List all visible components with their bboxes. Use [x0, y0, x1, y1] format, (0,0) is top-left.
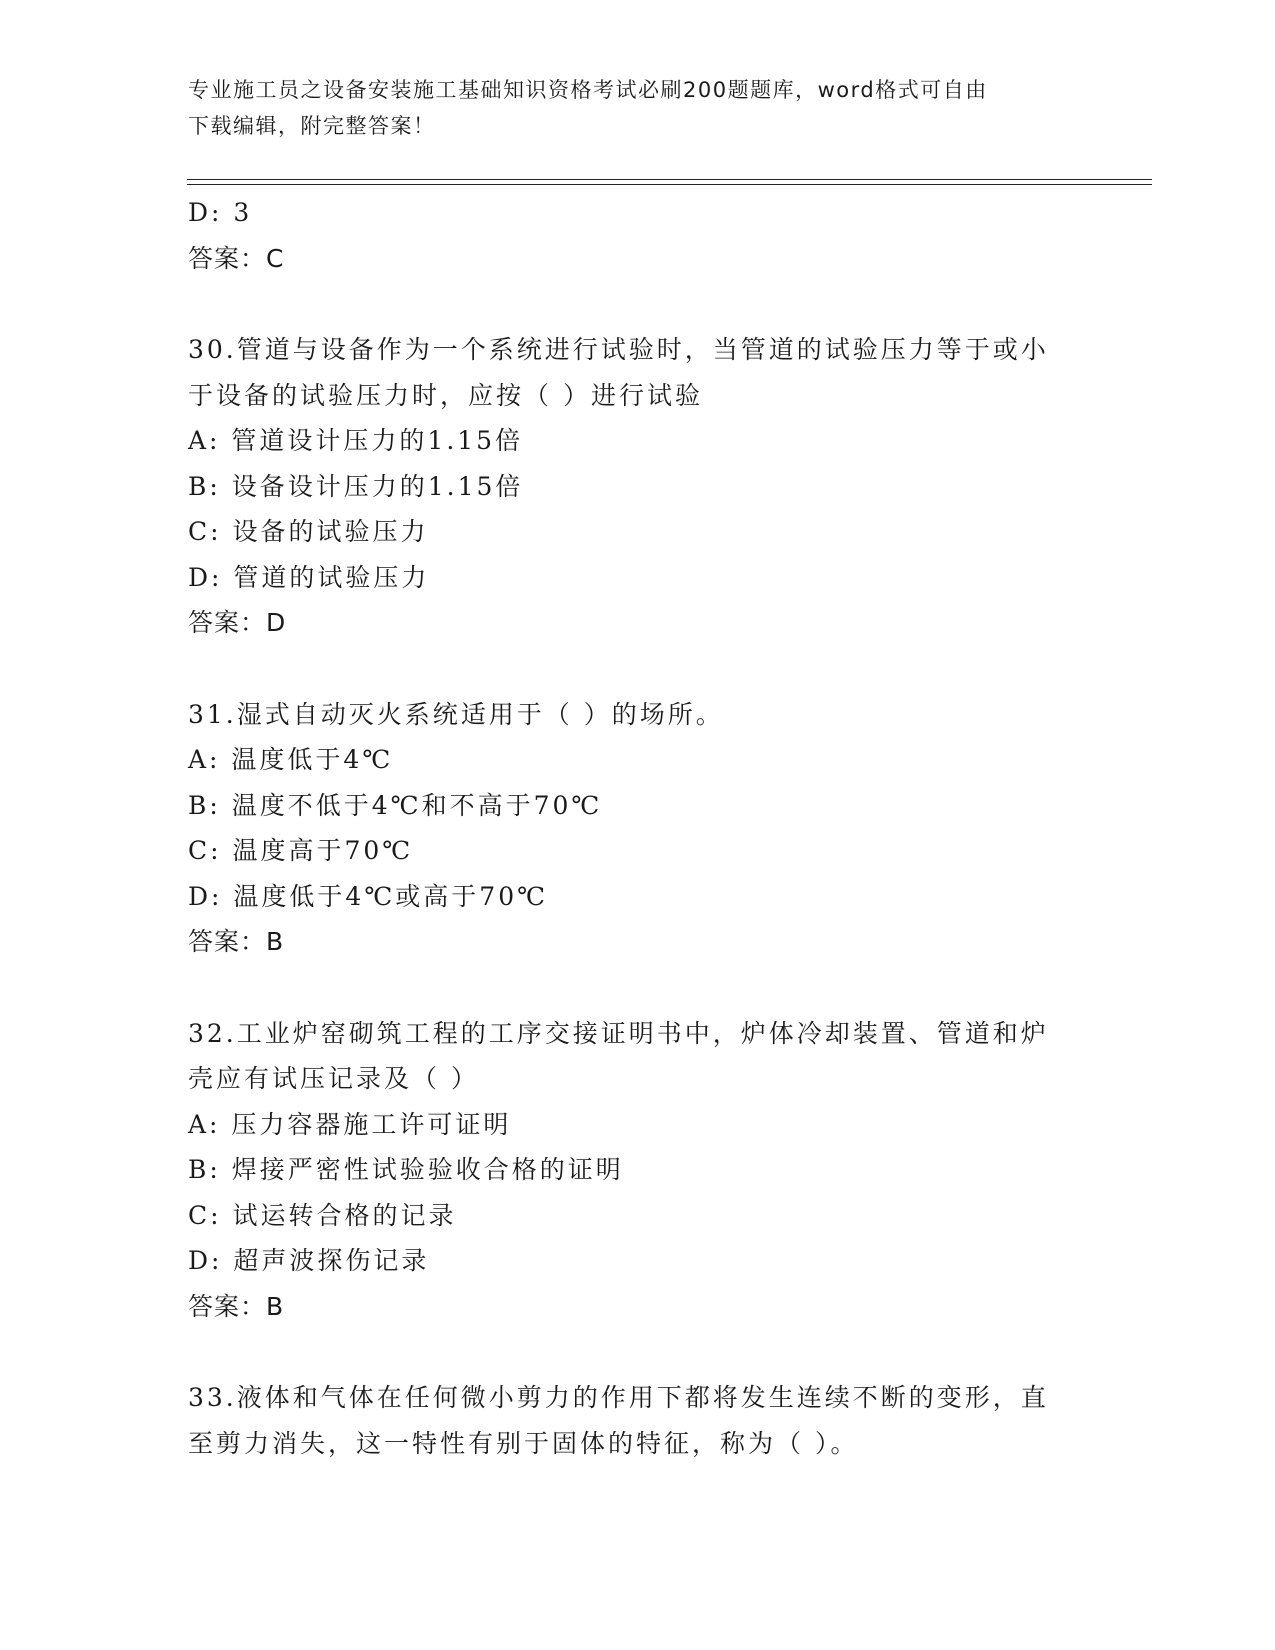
header-line-2: 下载编辑，附完整答案！ [188, 114, 436, 138]
option-b: B: 温度不低于4℃和不高于70℃ [188, 790, 603, 820]
spacer [188, 281, 1088, 327]
answer: 答案：B [188, 927, 285, 956]
option-c: C: 温度高于70℃ [188, 836, 414, 865]
question-30 [188, 327, 1088, 646]
question-stem-line-1: 33.液体和气体在任何微小剪力的作用下都将发生连续不断的变形，直 [188, 1383, 1049, 1412]
option-c: C: 试运转合格的记录 [188, 1200, 457, 1230]
option-b: B: 焊接严密性试验验收合格的证明 [188, 1155, 624, 1184]
option-c: C: 设备的试验压力 [188, 517, 429, 546]
question-stem-line-2: 于设备的试验压力时，应按（ ）进行试验 [188, 380, 703, 410]
option-d: D: 3 [188, 198, 253, 227]
document-header [188, 72, 1088, 144]
option-a: A: 压力容器施工许可证明 [188, 1109, 512, 1139]
option-a: A: 温度低于4℃ [188, 745, 394, 774]
spacer [188, 646, 1088, 692]
option-b: B: 设备设计压力的1.15倍 [188, 471, 524, 501]
question-list [188, 190, 1088, 1466]
option-d: D: 温度低于4℃或高于70℃ [188, 881, 549, 911]
header-divider-top [187, 179, 1152, 180]
spacer [188, 1329, 1088, 1375]
question-stem-line-1: 31.湿式自动灭火系统适用于（ ）的场所。 [188, 699, 724, 729]
header-line-1: 专业施工员之设备安装施工基础知识资格考试必刷200题题库，word格式可自由 [188, 78, 988, 102]
header-divider-bottom [187, 184, 1152, 185]
option-a: A: 管道设计压力的1.15倍 [188, 426, 524, 455]
option-d: D: 管道的试验压力 [188, 562, 430, 592]
question-31 [188, 692, 1088, 965]
question-stem-line-1: 30.管道与设备作为一个系统进行试验时，当管道的试验压力等于或小 [188, 335, 1049, 364]
question-stem-line-1: 32.工业炉窑砌筑工程的工序交接证明书中，炉体冷却装置、管道和炉 [188, 1018, 1049, 1048]
answer: 答案：D [188, 608, 287, 637]
answer: 答案：C [188, 243, 285, 273]
question-stem-line-2: 壳应有试压记录及（ ） [188, 1064, 479, 1093]
question-stem-line-2: 至剪力消失，这一特性有别于固体的特征，称为（ ）。 [188, 1428, 859, 1458]
spacer [188, 965, 1088, 1011]
question-33 [188, 1375, 1088, 1466]
option-d: D: 超声波探伤记录 [188, 1246, 430, 1275]
answer: 答案：B [188, 1291, 285, 1321]
question-32 [188, 1011, 1088, 1330]
